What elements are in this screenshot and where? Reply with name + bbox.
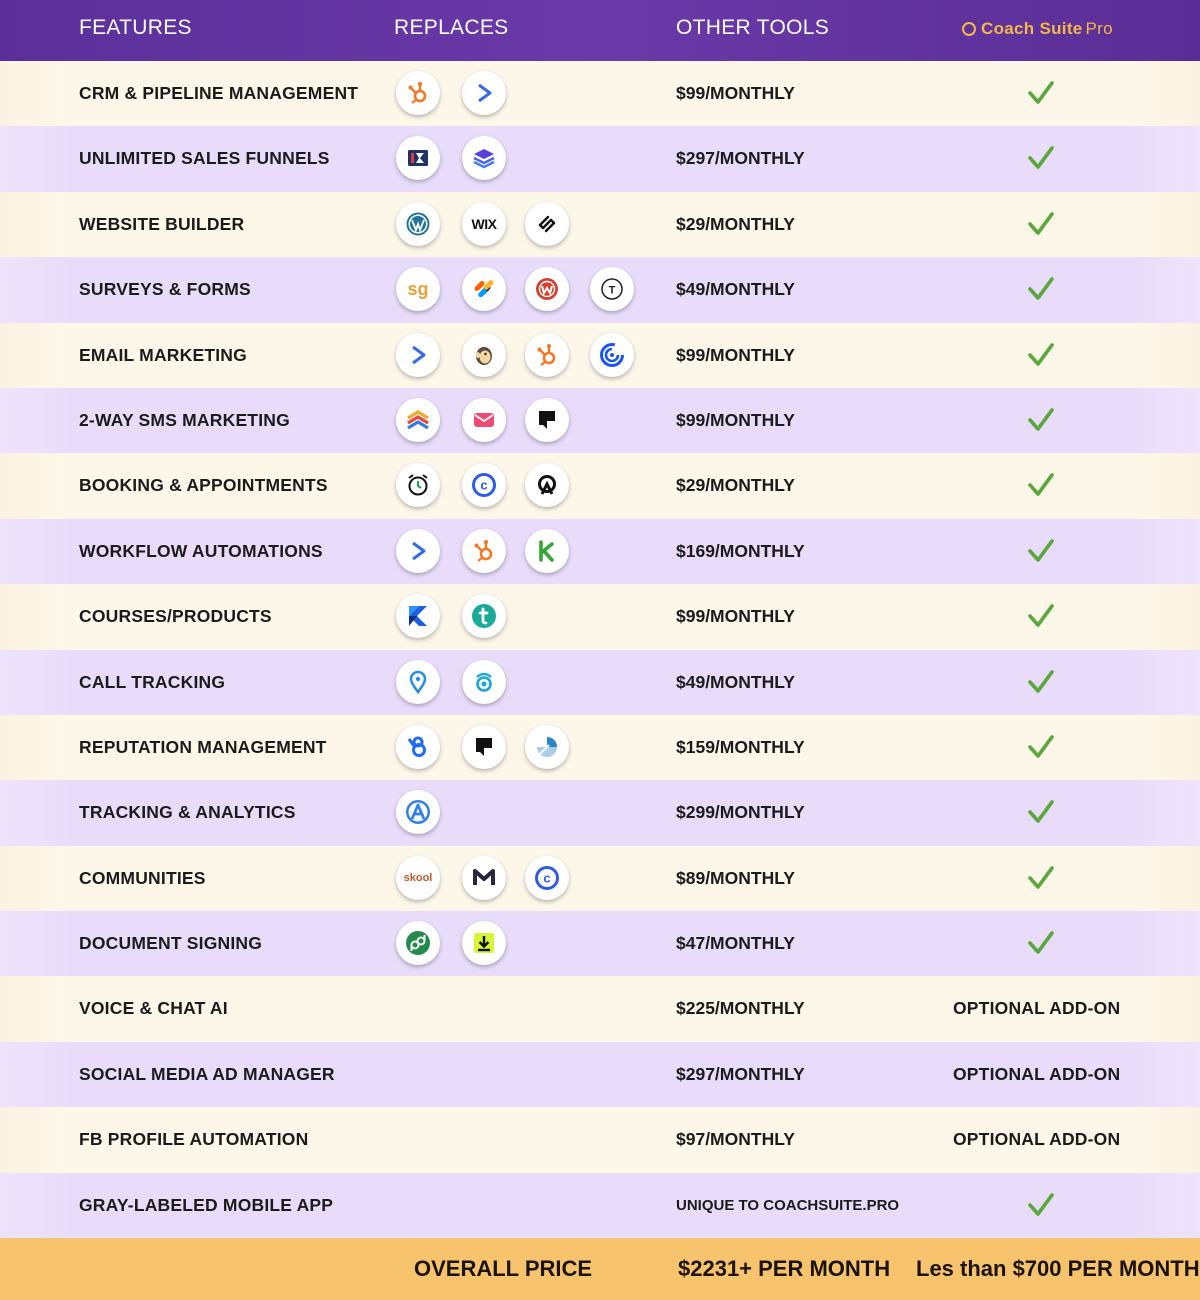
other-tools-price: $297/MONTHLY xyxy=(676,1063,805,1084)
overall-price-bar xyxy=(0,1238,1200,1300)
column-header-features: FEATURES xyxy=(79,16,192,39)
hubspot-icon xyxy=(396,71,440,115)
feature-name: WEBSITE BUILDER xyxy=(79,213,245,234)
table-row xyxy=(0,846,1200,911)
clickfunnels-icon xyxy=(396,136,440,180)
feature-name: DOCUMENT SIGNING xyxy=(79,933,263,954)
overall-price-label: OVERALL PRICE xyxy=(414,1256,593,1281)
feature-name: BOOKING & APPOINTMENTS xyxy=(79,475,328,496)
table-row xyxy=(0,126,1200,191)
other-tools-price: $297/MONTHLY xyxy=(676,148,805,169)
feature-name: WORKFLOW AUTOMATIONS xyxy=(79,540,323,561)
feature-name: VOICE & CHAT AI xyxy=(79,998,228,1019)
included-check-icon xyxy=(1027,406,1055,434)
table-row xyxy=(0,1173,1200,1238)
feature-name: FB PROFILE AUTOMATION xyxy=(79,1129,309,1150)
brand-logo-icon xyxy=(962,22,976,36)
activecampaign-icon xyxy=(396,333,440,377)
included-check-icon xyxy=(1027,537,1055,565)
feature-name: SOCIAL MEDIA AD MANAGER xyxy=(79,1063,335,1084)
wix-icon: WIX xyxy=(462,202,506,246)
included-check-icon xyxy=(1027,798,1055,826)
download-box-icon xyxy=(462,921,506,965)
included-check-icon xyxy=(1027,79,1055,107)
table-row xyxy=(0,453,1200,518)
other-tools-total: $2231+ PER MONTH xyxy=(678,1256,891,1281)
included-check-icon xyxy=(1027,275,1055,303)
other-tools-price: $169/MONTHLY xyxy=(676,540,805,561)
other-tools-price: $159/MONTHLY xyxy=(676,736,805,757)
podium-icon xyxy=(525,398,569,442)
table-row xyxy=(0,1107,1200,1172)
included-check-icon xyxy=(1027,1191,1055,1219)
table-row xyxy=(0,388,1200,453)
feature-name: COMMUNITIES xyxy=(79,867,206,888)
included-check-icon xyxy=(1027,210,1055,238)
table-row xyxy=(0,976,1200,1041)
table-row xyxy=(0,192,1200,257)
calendly-icon xyxy=(462,463,506,507)
jotform-icon xyxy=(462,267,506,311)
squarespace-icon xyxy=(525,202,569,246)
optional-addon-label: OPTIONAL ADD-ON xyxy=(953,1129,1121,1150)
table-row xyxy=(0,780,1200,845)
other-tools-price: $29/MONTHLY xyxy=(676,475,795,496)
feature-name: 2-WAY SMS MARKETING xyxy=(79,409,290,430)
table-row xyxy=(0,323,1200,388)
other-tools-price: UNIQUE TO COACHSUITE.PRO xyxy=(676,1196,900,1214)
hubspot-icon xyxy=(462,529,506,573)
constantcontact-icon xyxy=(590,333,634,377)
included-check-icon xyxy=(1027,929,1055,957)
other-tools-price: $99/MONTHLY xyxy=(676,344,795,365)
feature-name: TRACKING & ANALYTICS xyxy=(79,802,296,823)
stacked-chevrons-icon xyxy=(396,398,440,442)
feature-name: GRAY-LABELED MOBILE APP xyxy=(79,1194,334,1215)
table-row xyxy=(0,650,1200,715)
skool-icon: skool xyxy=(396,856,440,900)
comparison-table xyxy=(0,61,1200,1238)
other-tools-price: $225/MONTHLY xyxy=(676,998,805,1019)
svg-text:c: c xyxy=(543,870,551,886)
included-check-icon xyxy=(1027,341,1055,369)
callrail-pin-icon xyxy=(396,660,440,704)
wufoo-icon xyxy=(525,267,569,311)
svg-text:T: T xyxy=(608,284,616,297)
circle-c-icon xyxy=(525,856,569,900)
table-row xyxy=(0,61,1200,126)
table-row xyxy=(0,1042,1200,1107)
feature-name: CALL TRACKING xyxy=(79,671,226,692)
mailchimp-icon xyxy=(462,333,506,377)
pie-segment-icon xyxy=(525,725,569,769)
other-tools-price: $99/MONTHLY xyxy=(676,83,795,103)
column-header-brand xyxy=(962,19,1113,39)
pandadoc-icon xyxy=(396,921,440,965)
table-row xyxy=(0,715,1200,780)
table-row xyxy=(0,911,1200,976)
alarm-clock-icon xyxy=(396,463,440,507)
teachable-icon xyxy=(462,594,506,638)
included-check-icon xyxy=(1027,733,1055,761)
other-tools-price: $97/MONTHLY xyxy=(676,1129,795,1150)
activecampaign-icon xyxy=(462,71,506,115)
other-tools-price: $49/MONTHLY xyxy=(676,671,795,692)
feature-name: REPUTATION MANAGEMENT xyxy=(79,736,327,757)
other-tools-price: $47/MONTHLY xyxy=(676,933,795,954)
other-tools-price: $299/MONTHLY xyxy=(676,802,805,823)
typeform-icon xyxy=(590,267,634,311)
hubspot-icon xyxy=(525,333,569,377)
column-header-other-tools: OTHER TOOLS xyxy=(676,16,830,39)
feature-name: COURSES/PRODUCTS xyxy=(79,606,272,627)
included-check-icon xyxy=(1027,471,1055,499)
included-check-icon xyxy=(1027,602,1055,630)
feature-name: EMAIL MARKETING xyxy=(79,344,247,365)
envelope-icon xyxy=(462,398,506,442)
optional-addon-label: OPTIONAL ADD-ON xyxy=(953,998,1121,1019)
brand-name: Coach Suite xyxy=(981,19,1083,38)
other-tools-price: $29/MONTHLY xyxy=(676,213,795,234)
kajabi-icon xyxy=(396,594,440,638)
other-tools-price: $99/MONTHLY xyxy=(676,606,795,627)
feature-name: CRM & PIPELINE MANAGEMENT xyxy=(79,83,359,103)
included-check-icon xyxy=(1027,864,1055,892)
keap-icon xyxy=(525,529,569,573)
optional-addon-label: OPTIONAL ADD-ON xyxy=(953,1063,1121,1084)
svg-text:c: c xyxy=(480,477,488,493)
other-tools-price: $99/MONTHLY xyxy=(676,409,795,430)
comparison-header xyxy=(0,0,1200,61)
wordpress-icon xyxy=(396,202,440,246)
included-check-icon xyxy=(1027,668,1055,696)
other-tools-price: $49/MONTHLY xyxy=(676,279,795,300)
layers-icon xyxy=(462,136,506,180)
surveygizmo-icon: sg xyxy=(396,267,440,311)
table-row xyxy=(0,584,1200,649)
table-row xyxy=(0,519,1200,584)
other-tools-price: $89/MONTHLY xyxy=(676,867,795,888)
analytics-a-icon xyxy=(396,790,440,834)
table-row xyxy=(0,257,1200,322)
mighty-networks-icon xyxy=(462,856,506,900)
brand-suffix: Pro xyxy=(1085,19,1113,38)
acuity-icon xyxy=(525,463,569,507)
feature-name: SURVEYS & FORMS xyxy=(79,279,251,300)
birdeye-icon xyxy=(396,725,440,769)
callrail-wave-icon xyxy=(462,660,506,704)
feature-name: UNLIMITED SALES FUNNELS xyxy=(79,148,330,169)
included-check-icon xyxy=(1027,144,1055,172)
activecampaign-icon xyxy=(396,529,440,573)
podium-icon xyxy=(462,725,506,769)
column-header-replaces: REPLACES xyxy=(394,16,509,39)
coach-suite-total: Les than $700 PER MONTH xyxy=(916,1256,1200,1281)
